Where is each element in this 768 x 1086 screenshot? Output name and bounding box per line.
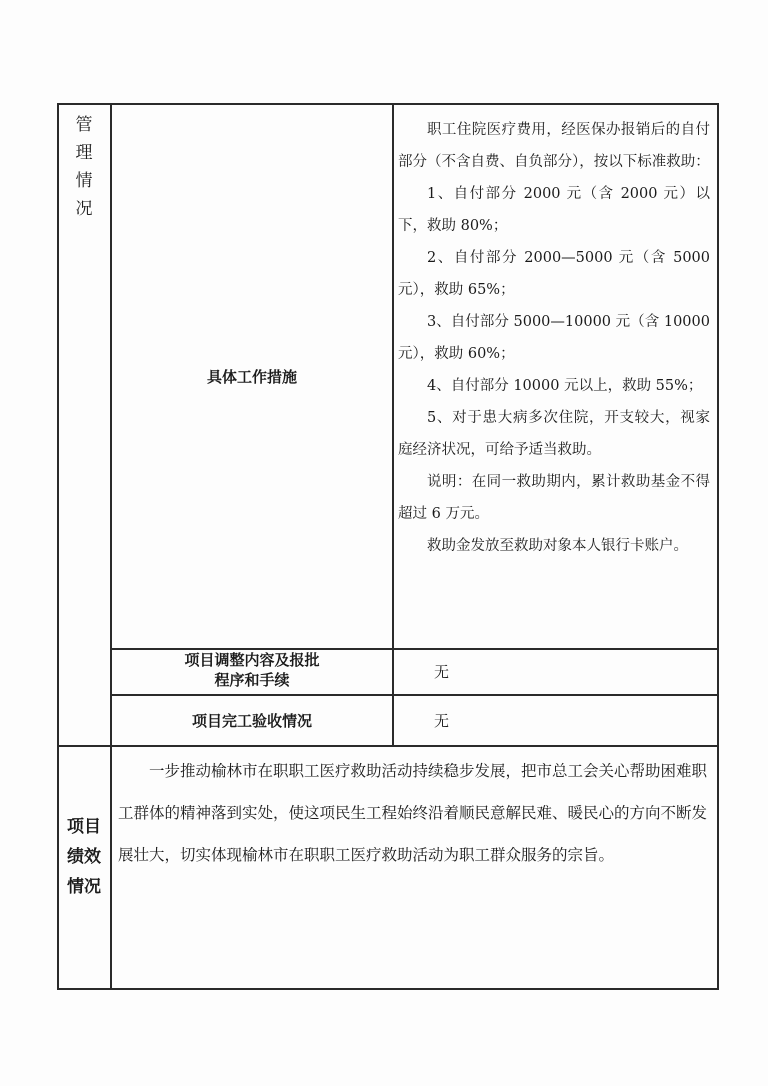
adjustment-label: [112, 650, 392, 690]
measures-paragraph: 说明：在同一救助期内，累计救助基金不得超过 6 万元。: [398, 474, 710, 522]
performance-text: 一步推动榆林市在职职工医疗救助活动持续稳步发展，把市总工会关心帮助困难职工群体的精神落到实处，使这项民生工程始终沿着顺民意解民难、暖民心的方向不断发展壮大，切实体现榆林市在职职工医疗救助活动为职工群众服务的宗旨。: [118, 762, 708, 864]
row-divider-2: [110, 694, 718, 696]
measures-paragraph: 1、自付部分 2000 元（含 2000 元）以下，救助 80%；: [398, 186, 710, 234]
measures-paragraph: 救助金发放至救助对象本人银行卡账户。: [427, 538, 688, 554]
col-divider-middle: [392, 103, 394, 746]
table-left-border: [57, 103, 59, 989]
measures-paragraph: 5、对于患大病多次住院，开支较大，视家庭经济状况，可给予适当救助。: [398, 410, 710, 458]
measures-text: [398, 114, 710, 562]
adjustment-label-line2: 程序和手续: [214, 671, 290, 689]
management-heading: 管 理 情 况: [75, 115, 93, 219]
adjustment-label-line1: 项目调整内容及报批: [184, 651, 320, 669]
acceptance-label: 项目完工验收情况: [191, 712, 312, 730]
table-top-border: [57, 103, 719, 105]
adjustment-value: 无: [434, 663, 450, 681]
table-bottom-border: [57, 988, 719, 990]
measures-paragraph: 3、自付部分 5000—10000 元（含 10000 元），救助 60%；: [398, 314, 710, 362]
measures-paragraph: 2、自付部分 2000—5000 元（含 5000 元），救助 65%；: [398, 250, 710, 298]
row-divider-3: [57, 745, 719, 747]
table-right-border: [717, 103, 719, 989]
performance-heading: 项目 绩效 情况: [67, 817, 101, 897]
measures-label: 具体工作措施: [206, 368, 297, 386]
measures-paragraph: 4、自付部分 10000 元以上，救助 55%；: [427, 378, 703, 394]
col-divider-left: [110, 103, 112, 989]
acceptance-value: 无: [434, 712, 450, 730]
measures-paragraph: 职工住院医疗费用，经医保办报销后的自付部分（不含自费、自负部分），按以下标准救助：: [398, 122, 710, 170]
